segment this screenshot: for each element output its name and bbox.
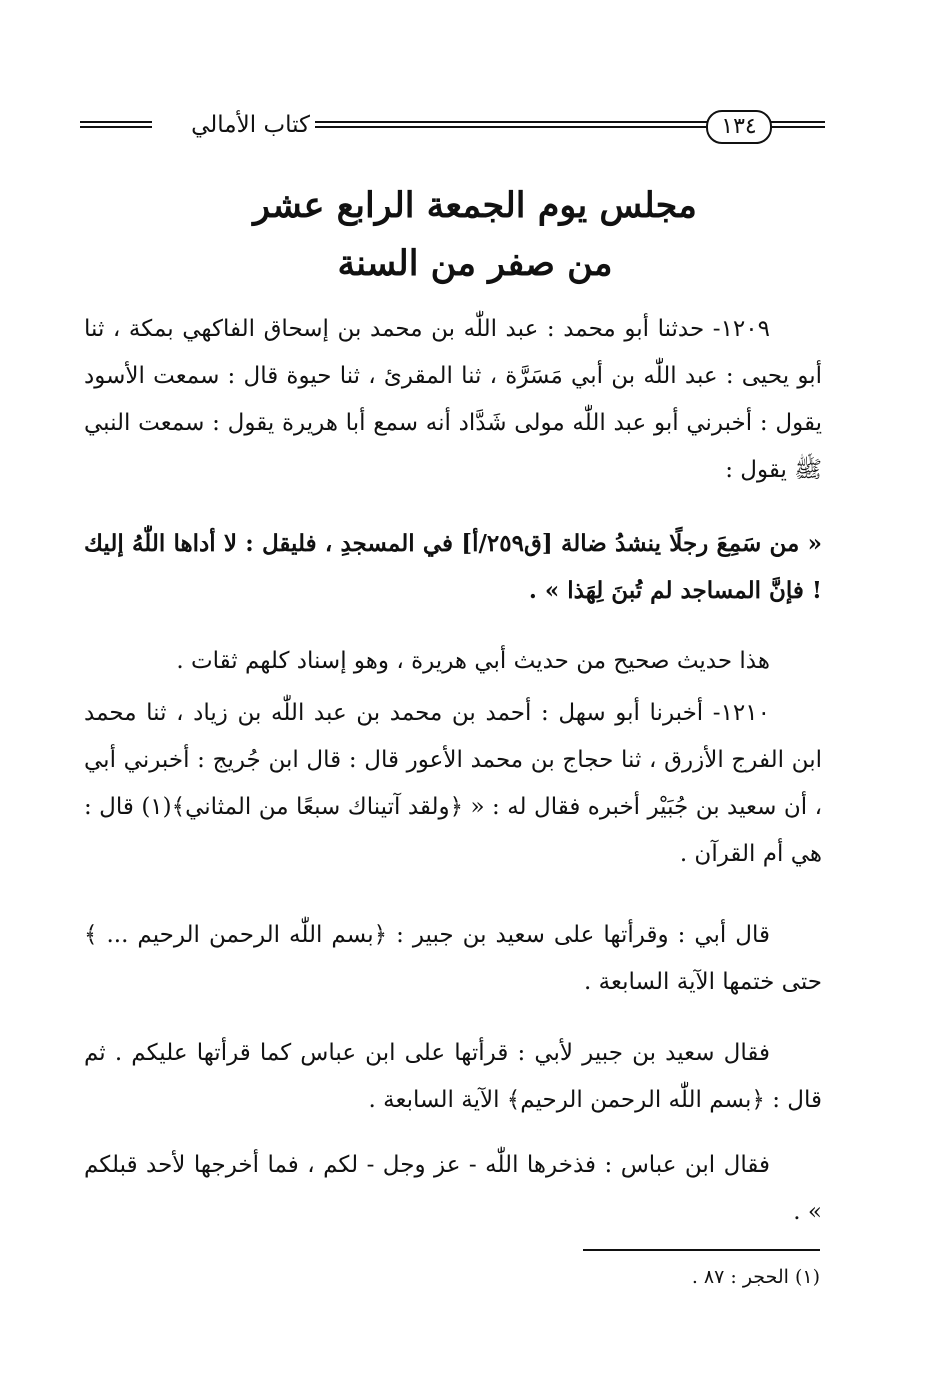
paragraph-text: « من سَمِعَ رجلًا ينشدُ ضالة [ق٢٥٩/أ] في المسجدِ ، فليقل : لا أداها اللّٰهُ إليك ! فإنَّ المساجد لم تُبنَ لِهَذا » . xyxy=(84,530,822,604)
paragraph-text: هذا حديث صحيح من حديث أبي هريرة ، وهو إسناد كلهم ثقات . xyxy=(176,648,770,674)
header-rule-left xyxy=(80,121,152,128)
paragraph-hadith-text xyxy=(84,520,822,614)
paragraph-grading xyxy=(84,638,822,685)
paragraph-text: فقال سعيد بن جبير لأبي : قرأتها على ابن عباس كما قرأتها عليكم . ثم قال : ﴿بسم اللّٰه الرحمن الرحيم﴾ الآية السابعة . xyxy=(84,1040,822,1113)
paragraph-text: فقال ابن عباس : فذخرها اللّٰه - عز وجل - لكم ، فما أخرجها لأحد قبلكم » . xyxy=(84,1152,822,1225)
paragraph-text: ١٢١٠- أخبرنا أبو سهل : أحمد بن محمد بن عبد اللّٰه بن زياد ، ثنا محمد ابن الفرج الأزرق ، ثنا حجاج بن محمد الأعور قال : قال ابن جُريج : أخبرني أبي ، أن سعيد بن جُبَيْر أخبره فقال له : « ﴿ولقد آتيناك سبعًا من المثاني﴾(١) قال : هي أم القرآن . xyxy=(84,700,822,867)
paragraph-text: ١٢٠٩- حدثنا أبو محمد : عبد اللّٰه بن محمد بن إسحاق الفاكهي بمكة ، ثنا أبو يحيى : عبد اللّٰه بن أبي مَسَرَّة ، ثنا المقرئ ، ثنا حيوة قال : سمعت الأسود يقول : أخبرني أبو عبد اللّٰه مولى شَدَّاد أنه سمع أبا هريرة يقول : سمعت النبي ﷺ يقول : xyxy=(84,316,822,483)
chapter-title-line1: مجلس يوم الجمعة الرابع عشر xyxy=(253,185,697,226)
footnote: (١) الحجر : ٨٧ . xyxy=(691,1266,820,1288)
paragraph-hadith-1209 xyxy=(84,306,822,494)
paragraph-recitation xyxy=(84,912,822,1006)
paragraph-hadith-1210 xyxy=(84,690,822,878)
page-number: ١٣٤ xyxy=(706,110,772,144)
footnote-rule xyxy=(583,1249,820,1251)
paragraph-ibn-abbas-saying xyxy=(84,1142,822,1236)
book-title: كتاب الأمالي xyxy=(191,112,310,138)
paragraph-text: قال أبي : وقرأتها على سعيد بن جبير : ﴿بسم اللّٰه الرحمن الرحيم ... ﴾ حتى ختمها الآية السابعة . xyxy=(84,922,822,995)
paragraph-ibn-abbas-reading xyxy=(84,1030,822,1124)
chapter-title-line2: من صفر من السنة xyxy=(337,243,613,284)
running-header xyxy=(80,108,825,148)
